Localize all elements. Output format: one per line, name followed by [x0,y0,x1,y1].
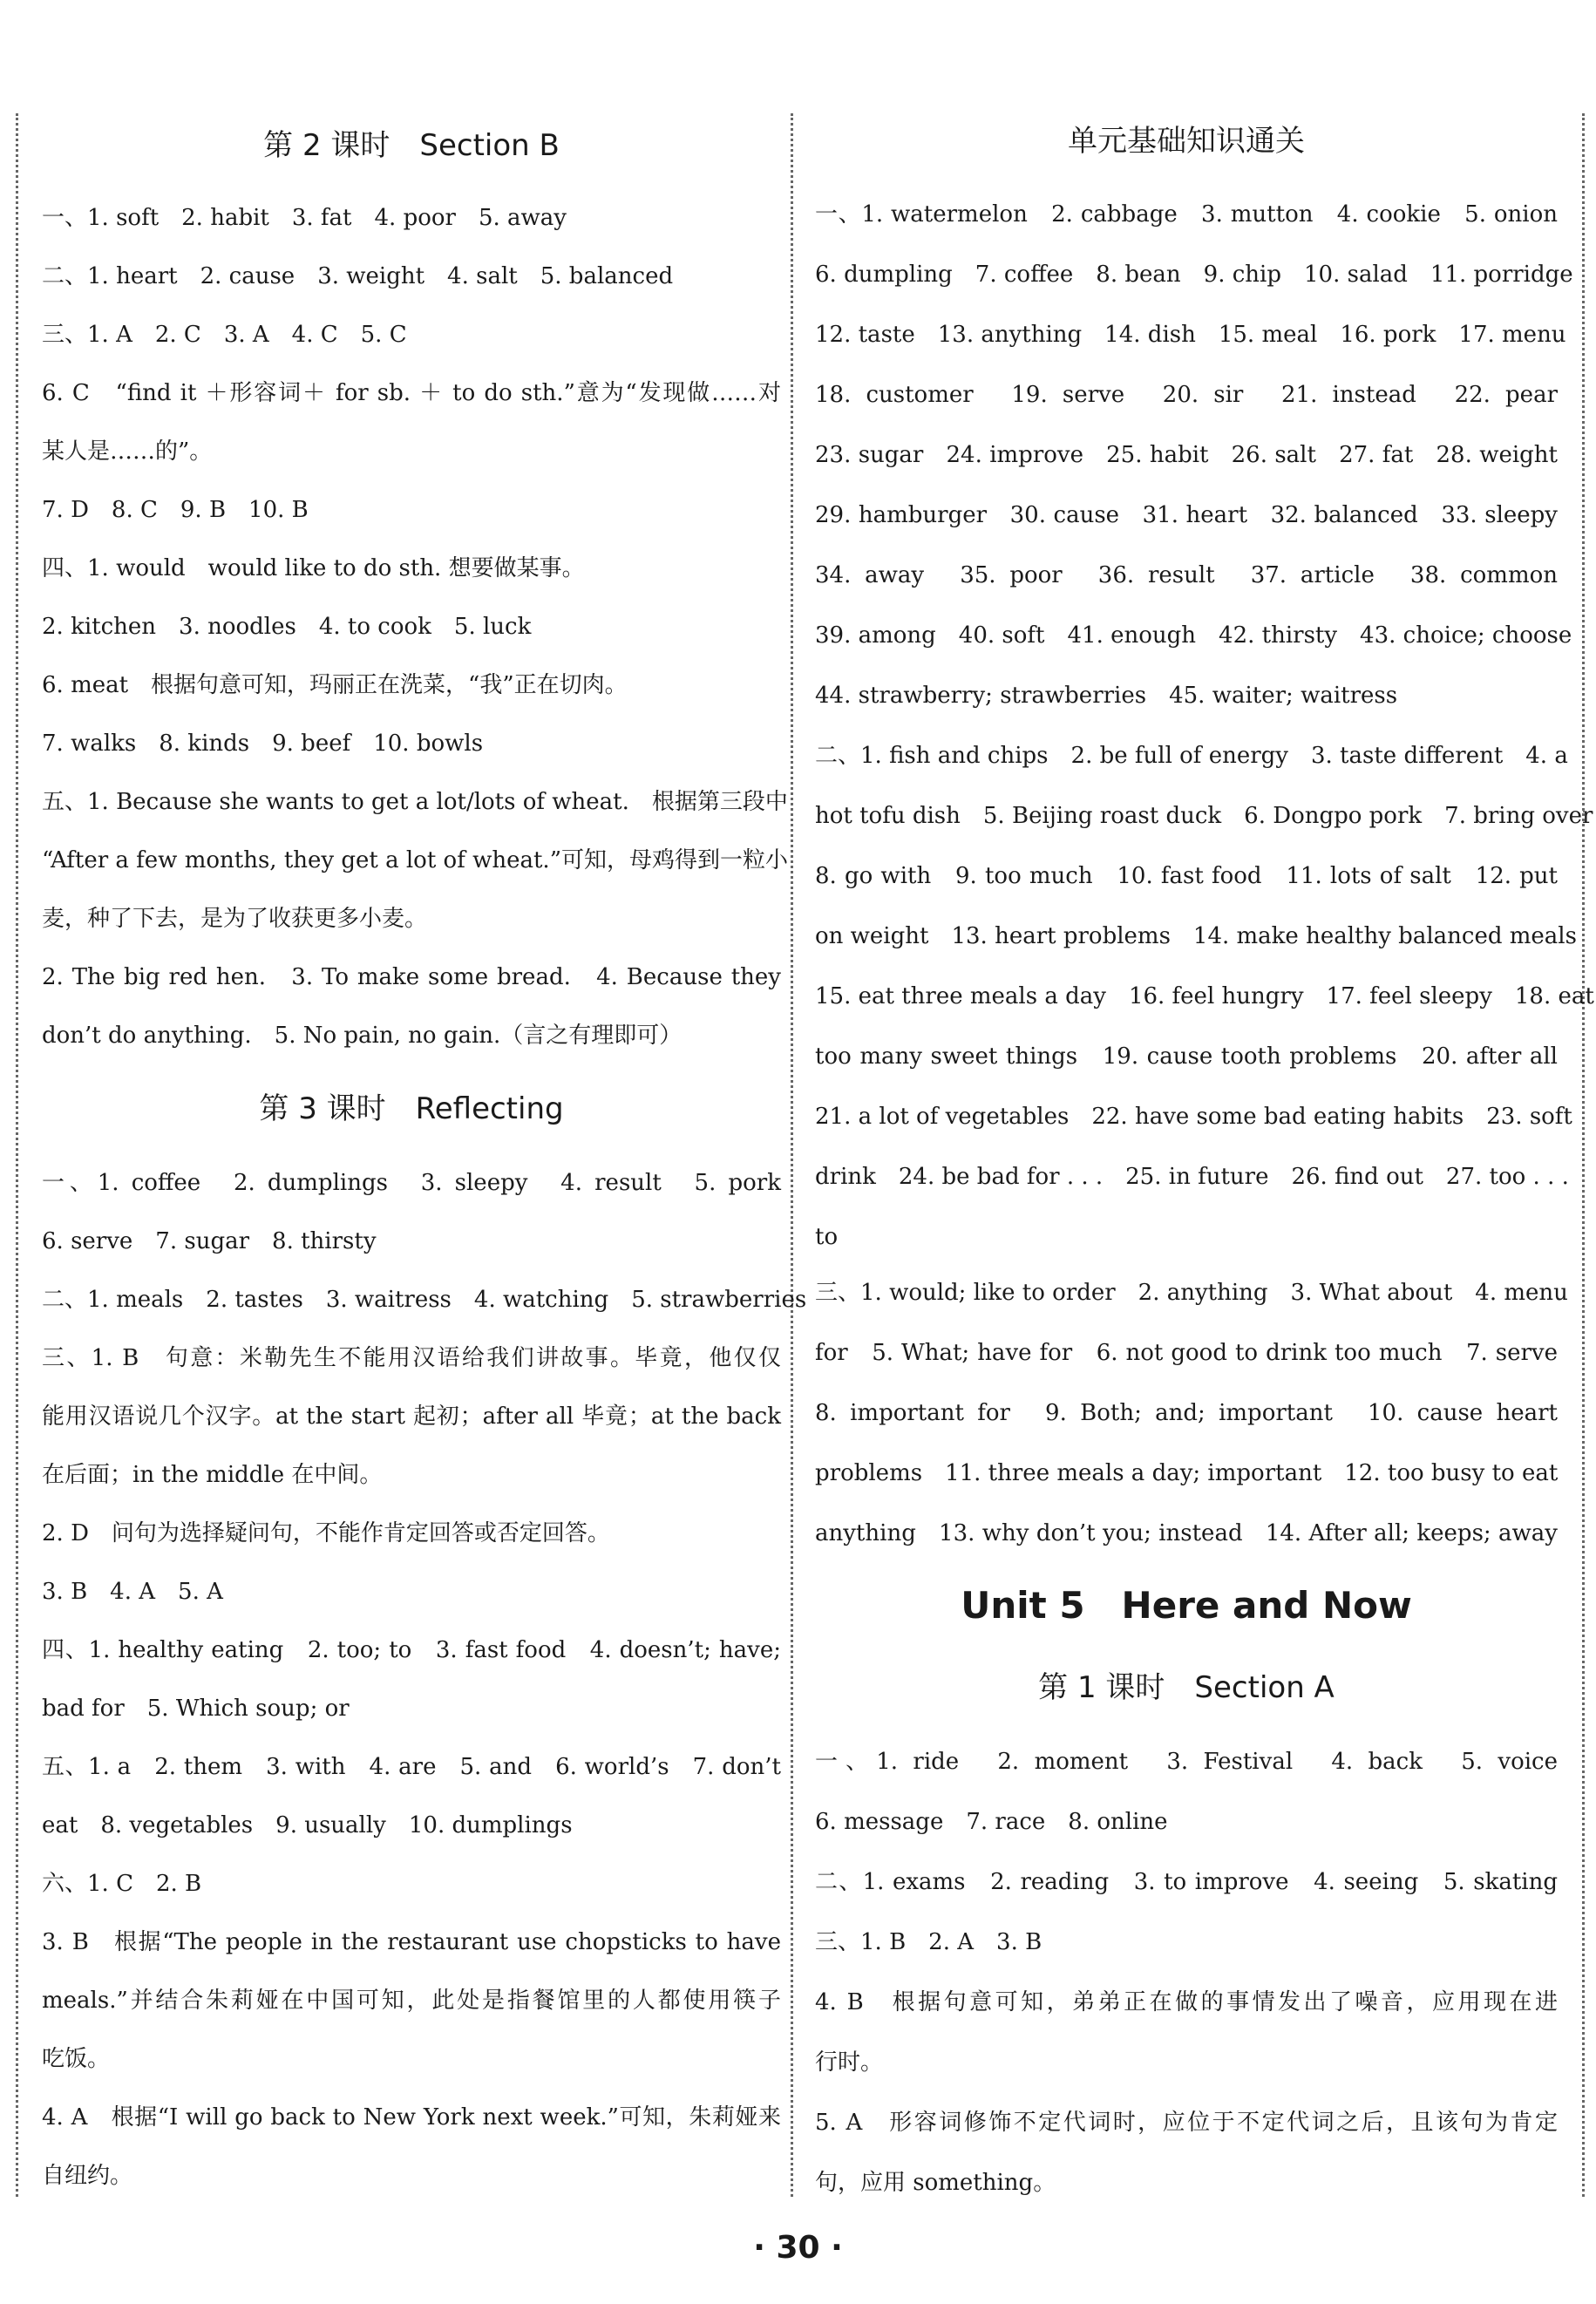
answer-line: meals.”并结合朱莉娅在中国可知，此处是指餐馆里的人都使用筷子 [42,1988,781,2014]
answer-line: 自纽约。 [42,2163,133,2189]
answer-line: to [815,1224,839,1250]
answer-line: 6. message 7. race 8. online [815,1809,1168,1835]
answer-line: 44. strawberry; strawberries 45. waiter; waitress [815,683,1398,709]
answer-line: bad for 5. Which soup; or [42,1696,350,1722]
answer-line: 8. important for 9. Both; and; important 10. cause heart [815,1400,1558,1426]
answer-line: 34. away 35. poor 36. result 37. article 38. common [815,562,1558,588]
answer-line: problems 11. three meals a day; important 12. too busy to eat [815,1460,1559,1486]
answer-line: 二、1. meals 2. tastes 3. waitress 4. watching 5. strawberries [42,1287,807,1313]
answer-line: “After a few months, they get a lot of wheat.”可知，母鸡得到一粒小 [42,847,788,873]
answer-line: 四、1. would would like to do sth. 想要做某事。 [42,555,585,581]
answer-line: 麦，种了下去，是为了收获更多小麦。 [42,906,428,932]
answer-line: 29. hamburger 30. cause 31. heart 32. balanced 33. sleepy [815,502,1558,528]
answer-line: 7. walks 8. kinds 9. beef 10. bowls [42,731,484,757]
answer-line: 5. A 形容词修饰不定代词时，应位于不定代词之后，且该句为肯定 [815,2110,1558,2136]
section-heading: 第 1 课时 Section A [1038,1670,1335,1705]
answer-line: 句，应用 something。 [815,2170,1056,2196]
answer-line: 二、1. fish and chips 2. be full of energy 3. taste different 4. a [815,743,1568,769]
answer-line: 39. among 40. soft 41. enough 42. thirsty 43. choice; choose [815,622,1572,649]
answer-line: drink 24. be bad for . . . 25. in future 26. find out 27. too . . . [815,1164,1569,1190]
answer-line: don’t do anything. 5. No pain, no gain.（言之有理即可） [42,1023,683,1049]
answer-line: 某人是……的”。 [42,438,213,465]
answer-line: 6. dumpling 7. coffee 8. bean 9. chip 10. salad 11. porridge [815,262,1573,288]
answer-line: 三、1. A 2. C 3. A 4. C 5. C [42,322,407,348]
unit-title: Unit 5 Here and Now [961,1584,1412,1627]
answer-line: 六、1. C 2. B [42,1871,202,1897]
answer-line: 2. kitchen 3. noodles 4. to cook 5. luck [42,614,532,640]
answer-line: 一、1. ride 2. moment 3. Festival 4. back 5. voice [815,1749,1558,1775]
right-margin-rule [1582,113,1585,2197]
answer-line: anything 13. why don’t you; instead 14. After all; keeps; away [815,1520,1558,1546]
answer-line: 12. taste 13. anything 14. dish 15. meal 16. pork 17. menu [815,322,1566,348]
left-margin-rule [16,113,18,2197]
answer-line: 6. serve 7. sugar 8. thirsty [42,1228,377,1254]
answer-line: 4. B 根据句意可知，弟弟正在做的事情发出了噪音，应用现在进 [815,1989,1558,2015]
answer-line: 3. B 根据“The people in the restaurant use chopsticks to have [42,1929,781,1955]
answer-line: hot tofu dish 5. Beijing roast duck 6. Dongpo pork 7. bring over [815,803,1593,829]
answer-line: 五、1. a 2. them 3. with 4. are 5. and 6. world’s 7. don’t [42,1754,781,1780]
answer-line: 一、1. coffee 2. dumplings 3. sleepy 4. result 5. pork [42,1170,781,1196]
answer-line: on weight 13. heart problems 14. make healthy balanced meals [815,923,1577,949]
answer-line: 三、1. B 2. A 3. B [815,1929,1042,1955]
answer-line: 一、1. watermelon 2. cabbage 3. mutton 4. cookie 5. onion [815,201,1558,228]
section-heading: 单元基础知识通关 [1068,124,1305,159]
answer-line: 一、1. soft 2. habit 3. fat 4. poor 5. away [42,205,567,231]
answer-line: 4. A 根据“I will go back to New York next week.”可知，朱莉娅来 [42,2104,781,2131]
answer-line: 三、1. would; like to order 2. anything 3. What about 4. menu [815,1280,1568,1306]
answer-line: 23. sugar 24. improve 25. habit 26. salt 27. fat 28. weight [815,442,1558,468]
answer-line: 6. C “find it ＋形容词＋ for sb. ＋ to do sth.”意为“发现做……对 [42,380,781,406]
answer-line: 7. D 8. C 9. B 10. B [42,497,309,523]
answer-line: 6. meat 根据句意可知，玛丽正在洗菜，“我”正在切肉。 [42,672,628,698]
answer-line: 行时。 [815,2049,884,2076]
answer-line: 18. customer 19. serve 20. sir 21. instead 22. pear [815,382,1558,408]
answer-line: 四、1. healthy eating 2. too; to 3. fast food 4. doesn’t; have; [42,1637,781,1663]
section-heading: 第 2 课时 Section B [263,128,560,163]
answer-line: 能用汉语说几个汉字。at the start 起初；after all 毕竟；at the back [42,1403,781,1430]
section-heading: 第 3 课时 Reflecting [259,1091,564,1126]
answer-line: 8. go with 9. too much 10. fast food 11. lots of salt 12. put [815,863,1558,889]
answer-line: 15. eat three meals a day 16. feel hungry 17. feel sleepy 18. eat [815,983,1594,1009]
answer-line: 二、1. heart 2. cause 3. weight 4. salt 5. balanced [42,263,674,289]
answer-line: 3. B 4. A 5. A [42,1579,223,1605]
answer-line: 吃饭。 [42,2046,111,2072]
page-number: · 30 · [753,2230,843,2266]
answer-line: 二、1. exams 2. reading 3. to improve 4. seeing 5. skating [815,1869,1558,1895]
answer-line: for 5. What; have for 6. not good to drink too much 7. serve [815,1340,1558,1366]
answer-line: 五、1. Because she wants to get a lot/lots of wheat. 根据第三段中 [42,789,788,815]
answer-line: 2. The big red hen. 3. To make some bread. 4. Because they [42,964,781,990]
answer-line: 三、1. B 句意：米勒先生不能用汉语给我们讲故事。毕竟，他仅仅 [42,1345,781,1371]
answer-line: 在后面；in the middle 在中间。 [42,1462,383,1488]
answer-line: eat 8. vegetables 9. usually 10. dumplings [42,1812,573,1838]
answer-line: too many sweet things 19. cause tooth problems 20. after all [815,1043,1558,1070]
answer-line: 2. D 问句为选择疑问句，不能作肯定回答或否定回答。 [42,1520,610,1546]
column-divider [791,113,793,2197]
answer-line: 21. a lot of vegetables 22. have some bad eating habits 23. soft [815,1104,1572,1130]
